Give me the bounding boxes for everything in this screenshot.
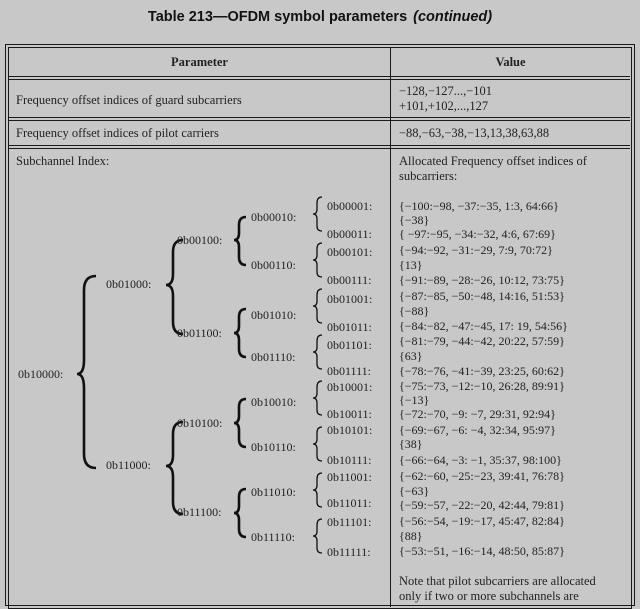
header-parameter: Parameter: [171, 55, 228, 69]
table-title-text: Table 213—OFDM symbol parameters: [147, 9, 408, 25]
level-4-label: 0b11110:: [251, 530, 295, 544]
brace-level-1: [77, 276, 96, 468]
allocated-header-line-2: subcarriers:: [399, 169, 458, 183]
level-2-label: 0b11000:: [106, 458, 151, 472]
allocation-line: {−72:−70, −9: −7, 29:31, 92:94}: [399, 407, 556, 421]
brace-level-4-2: [313, 243, 322, 277]
note-line-2: only if two or more subchannels are: [399, 589, 579, 603]
allocation-line: {−87:−85, −50:−48, 14:16, 51:53}: [399, 289, 565, 303]
level-5-label: 0b01101:: [327, 338, 372, 352]
pilot-value: −88,−63,−38,−13,13,38,63,88: [399, 126, 550, 140]
allocation-line: {−100:−98, −37:−35, 1:3, 64:66}: [399, 199, 559, 213]
level-5-label: 0b01001:: [327, 292, 373, 306]
level-4-label: 0b01010:: [251, 308, 297, 322]
level-4-label: 0b00010:: [251, 210, 297, 224]
brace-level-4-8: [313, 519, 322, 553]
level-5-label: 0b11011:: [327, 496, 372, 510]
allocation-line: {−84:−82, −47:−45, 17: 19, 54:56}: [399, 319, 568, 333]
table-title-suffix: (continued): [413, 9, 493, 25]
level-3-label: 0b00100:: [177, 233, 223, 247]
level-5-label: 0b00011:: [327, 227, 372, 241]
level-4-label: 0b11010:: [251, 485, 296, 499]
allocation-line: {−94:−92, −31:−29, 7:9, 70:72}: [399, 243, 553, 257]
allocation-line: {−53:−51, −16:−14, 48:50, 85:87}: [399, 544, 565, 558]
level-5-label: 0b10011:: [327, 407, 372, 421]
allocation-line: { −97:−95, −34:−32, 4:6, 67:69}: [399, 227, 556, 241]
guard-value-line-2: +101,+102,...,127: [399, 99, 489, 113]
level-5-label: 0b11101:: [327, 515, 372, 529]
level-2-label: 0b01000:: [106, 277, 152, 291]
level-4-label: 0b01110:: [251, 350, 296, 364]
allocation-line: {−75:−73, −12:−10, 26:28, 89:91}: [399, 379, 565, 393]
allocation-line: {−62:−60, −25:−23, 39:41, 76:78}: [399, 469, 565, 483]
level-3-label: 0b01100:: [177, 326, 222, 340]
brace-level-4-1: [313, 197, 322, 231]
level-5-label: 0b00101:: [327, 245, 373, 259]
subchannel-index-label: Subchannel Index:: [16, 154, 110, 168]
brace-level-4-3: [313, 289, 322, 323]
level-5-label: 0b11111:: [327, 545, 371, 559]
level-3-label: 0b10100:: [177, 416, 223, 430]
allocation-line: {−69:−67, −6: −4, 32:34, 95:97}: [399, 423, 556, 437]
guard-value-line-1: −128,−127...,−101: [399, 84, 493, 98]
brace-level-3-c: [234, 399, 246, 447]
brace-level-3-a: [234, 217, 246, 265]
allocation-line: {−81:−79, −44:−42, 20:22, 57:59}: [399, 334, 565, 348]
allocation-line: {−56:−54, −19:−17, 45:47, 82:84}: [399, 514, 565, 528]
brace-level-3-b: [234, 309, 246, 357]
header-value: Value: [495, 55, 526, 69]
brace-level-4-4: [313, 335, 322, 369]
brace-level-2-a: [166, 240, 183, 334]
level-5-label: 0b00001:: [327, 199, 373, 213]
level-5-label: 0b01111:: [327, 364, 371, 378]
guard-parameter: Frequency offset indices of guard subcarriers: [16, 93, 242, 107]
allocation-line: {−78:−76, −41:−39, 23:25, 60:62}: [399, 364, 565, 378]
brace-level-2-b: [166, 422, 183, 514]
level-5-label: 0b01011:: [327, 320, 372, 334]
allocation-line: {63}: [399, 349, 423, 363]
allocated-header-line-1: Allocated Frequency offset indices of: [399, 154, 587, 168]
allocation-line: {−66:−64, −3: −1, 35:37, 98:100}: [399, 453, 562, 467]
allocation-line: {88}: [399, 529, 423, 543]
allocation-line: {−63}: [399, 484, 430, 498]
pilot-parameter: Frequency offset indices of pilot carriers: [16, 126, 219, 140]
level-5-label: 0b11001:: [327, 470, 372, 484]
level-5-label: 0b10001:: [327, 380, 373, 394]
level-4-label: 0b00110:: [251, 258, 296, 272]
allocation-line: {−91:−89, −28:−26, 10:12, 73:75}: [399, 273, 565, 287]
level-5-label: 0b10111:: [327, 453, 372, 467]
allocation-line: {−13}: [399, 393, 430, 407]
allocation-line: {−88}: [399, 304, 430, 318]
brace-level-3-d: [234, 489, 246, 537]
allocation-line: {13}: [399, 258, 423, 272]
level-4-label: 0b10110:: [251, 440, 296, 454]
allocation-line: {−59:−57, −22:−20, 42:44, 79:81}: [399, 498, 565, 512]
brace-level-4-7: [313, 473, 322, 507]
level-3-label: 0b11100:: [177, 505, 222, 519]
note-line-1: Note that pilot subcarriers are allocated: [399, 574, 596, 588]
level-5-label: 0b00111:: [327, 273, 372, 287]
level-1-label: 0b10000:: [18, 367, 64, 381]
brace-level-4-5: [313, 381, 322, 415]
brace-level-4-6: [313, 427, 322, 461]
level-5-label: 0b10101:: [327, 423, 373, 437]
allocation-line: {38}: [399, 437, 423, 451]
level-4-label: 0b10010:: [251, 395, 297, 409]
allocation-line: {−38}: [399, 213, 430, 227]
